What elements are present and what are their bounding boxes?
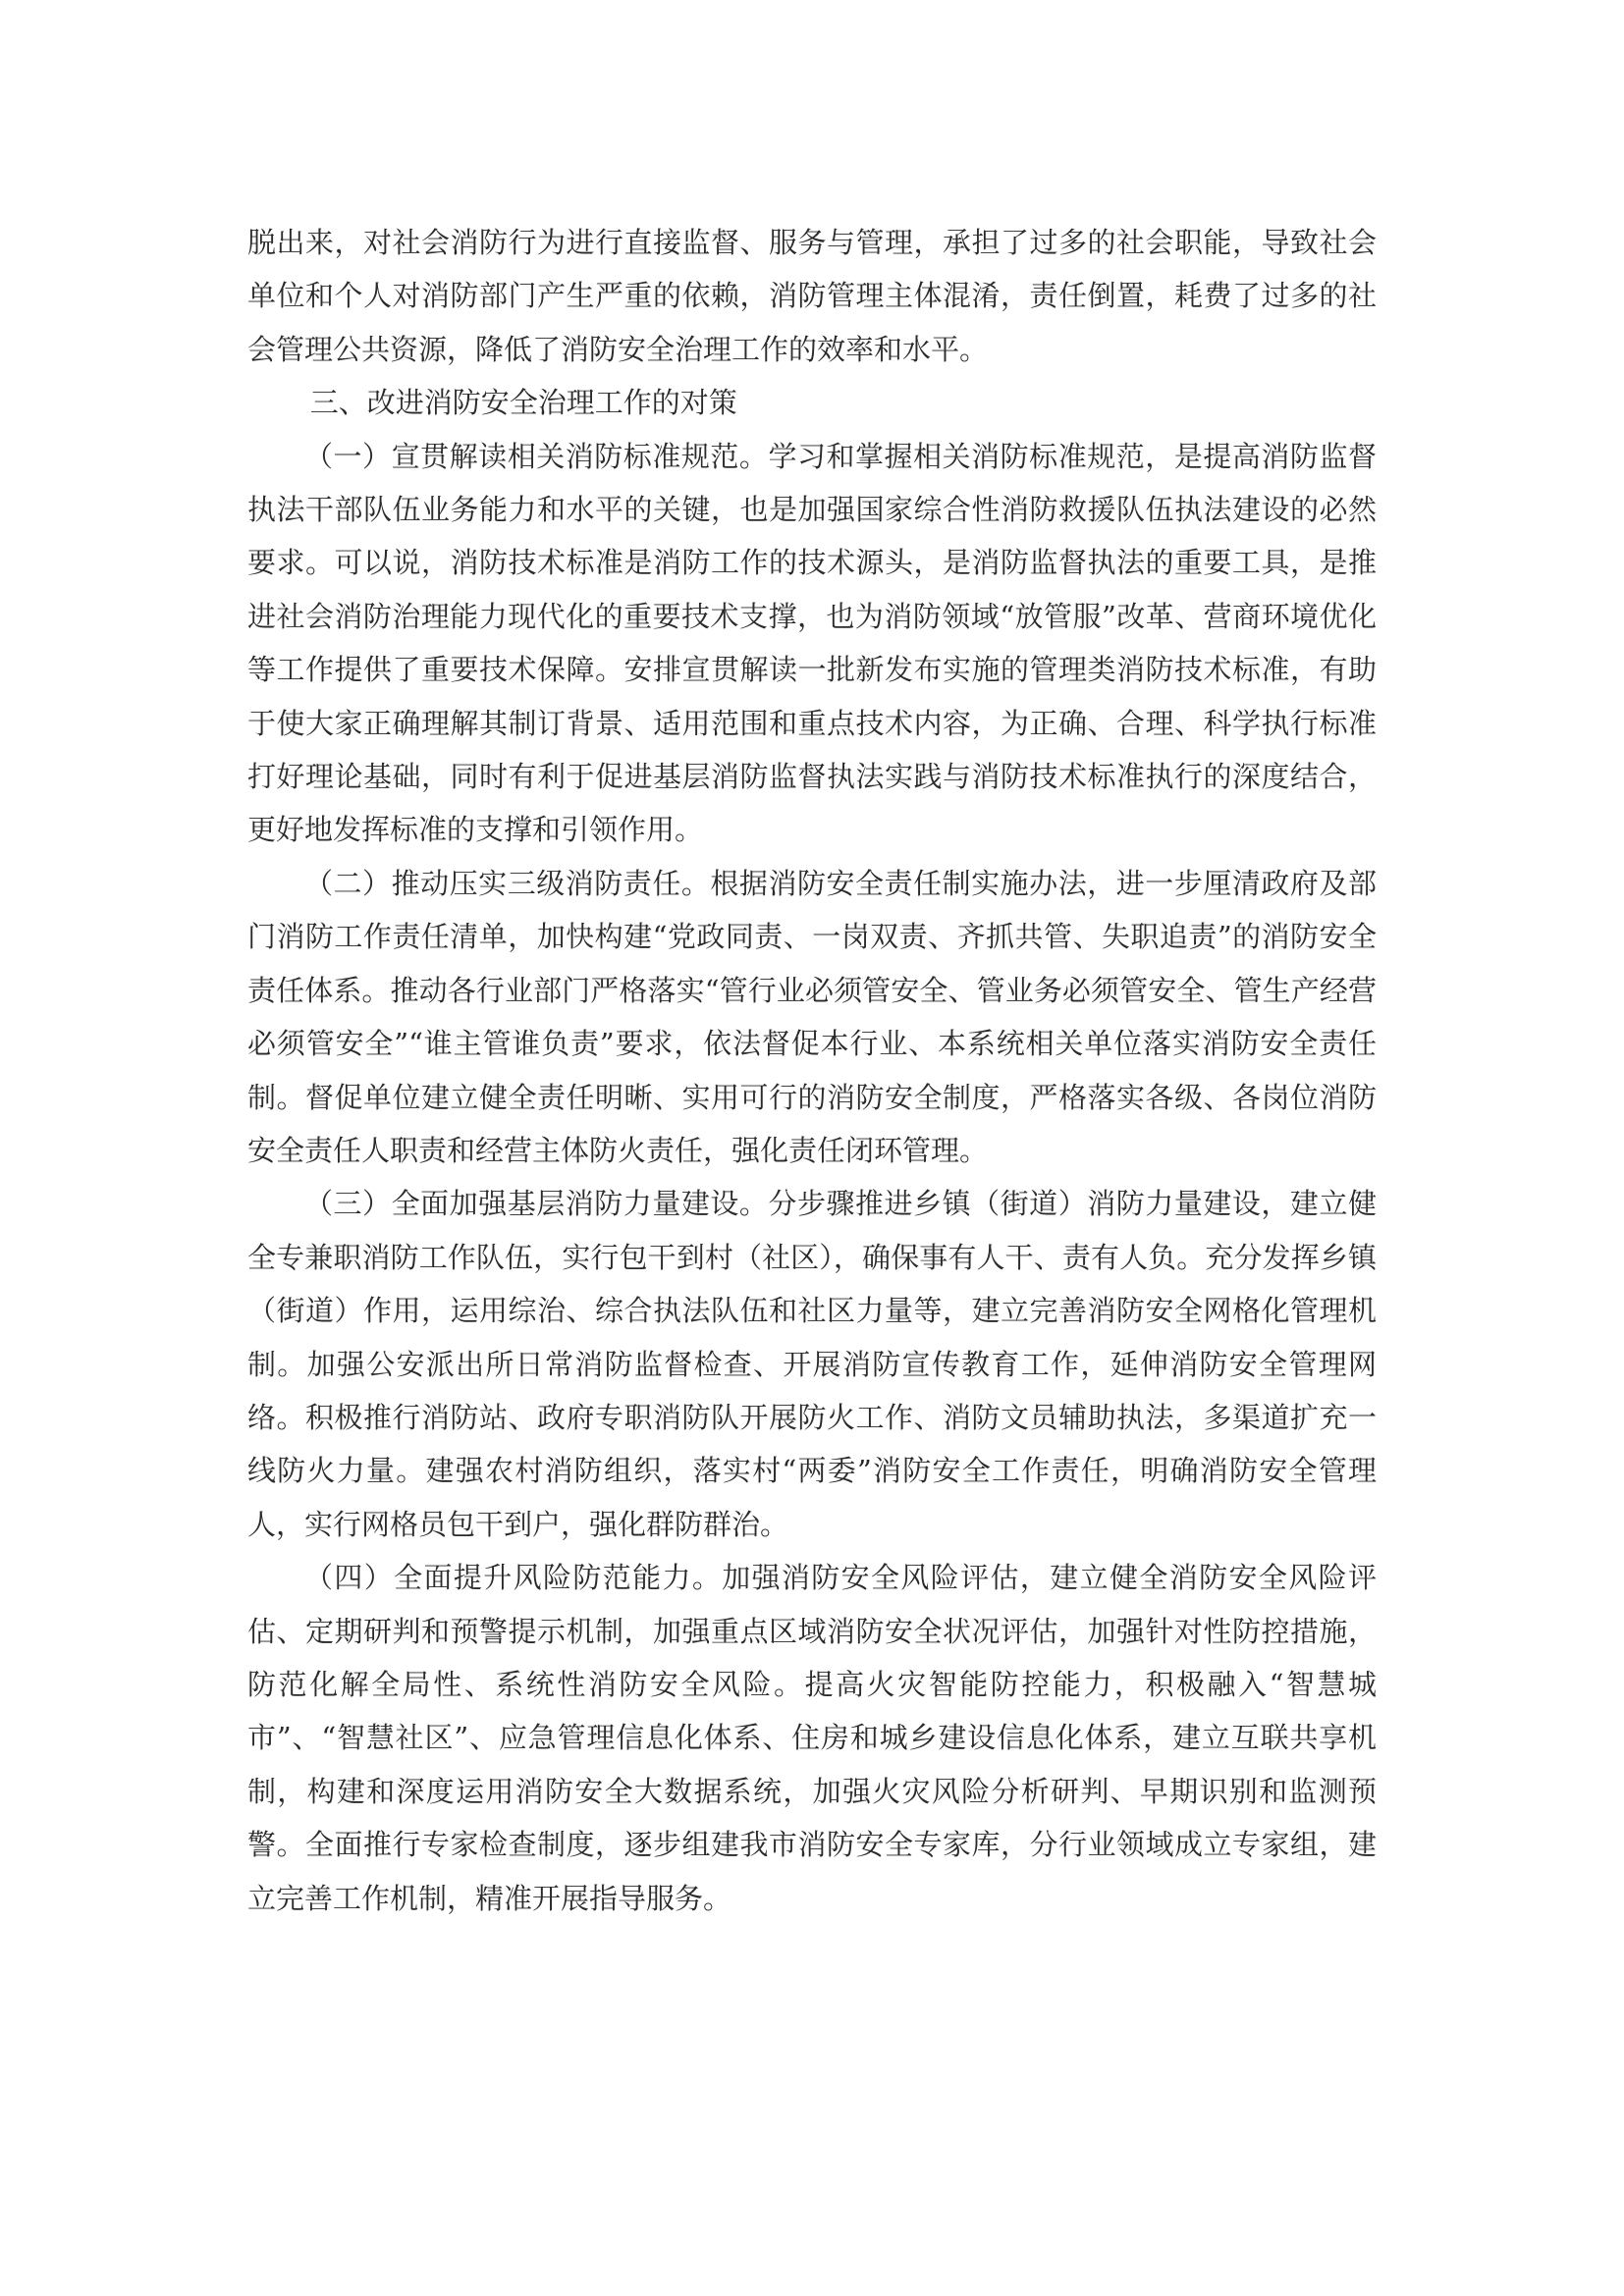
paragraph-risk-prevention: （四）全面提升风险防范能力。加强消防安全风险评估，建立健全消防安全风险评估、定期研判和预警提示机制，加强重点区域消防安全状况评估，加强针对性防控措施，防范化解全局性、系统性消防安全风险。提高火灾智能防控能力，积极融入“智慧城市”、“智慧社区”、应急管理信息化体系、住房和城乡建设信息化体系，建立互联共享机制，构建和深度运用消防安全大数据系统，加强火灾风险分析研判、早期识别和监测预警。全面推行专家检查制度，逐步组建我市消防安全专家库，分行业领域成立专家组，建立完善工作机制，精准开展指导服务。 bbox=[247, 1561, 1377, 1915]
section-heading: 三、改进消防安全治理工作的对策 bbox=[309, 386, 737, 420]
paragraph-continuation: 脱出来，对社会消防行为进行直接监督、服务与管理，承担了过多的社会职能，导致社会单位和个人对消防部门产生严重的依赖，消防管理主体混淆，责任倒置，耗费了过多的社会管理公共资源，降低了消防安全治理工作的效率和水平。 bbox=[247, 226, 1377, 366]
paragraph-standards: （一）宣贯解读相关消防标准规范。学习和掌握相关消防标准规范，是提高消防监督执法干部队伍业务能力和水平的关键，也是加强国家综合性消防救援队伍执法建设的必然要求。可以说，消防技术标准是消防工作的技术源头，是消防监督执法的重要工具，是推进社会消防治理能力现代化的重要技术支撑，也为消防领域“放管服”改革、营商环境优化等工作提供了重要技术保障。安排宣贯解读一批新发布实施的管理类消防技术标准，有助于使大家正确理解其制订背景、适用范围和重点技术内容，为正确、合理、科学执行标准打好理论基础，同时有利于促进基层消防监督执法实践与消防技术标准执行的深度结合，更好地发挥标准的支撑和引领作用。 bbox=[247, 439, 1377, 847]
paragraph-grassroots: （三）全面加强基层消防力量建设。分步骤推进乡镇（街道）消防力量建设，建立健全专兼职消防工作队伍，实行包干到村（社区），确保事有人干、责有人负。充分发挥乡镇（街道）作用，运用综治、综合执法队伍和社区力量等，建立完善消防安全网格化管理机制。加强公安派出所日常消防监督检查、开展消防宣传教育工作，延伸消防安全管理网络。积极推行消防站、政府专职消防队开展防火工作、消防文员辅助执法，多渠道扩充一线防火力量。建强农村消防组织，落实村“两委”消防安全工作责任，明确消防安全管理人，实行网格员包干到户，强化群防群治。 bbox=[247, 1187, 1377, 1541]
paragraph-responsibility: （二）推动压实三级消防责任。根据消防安全责任制实施办法，进一步厘清政府及部门消防工作责任清单，加快构建“党政同责、一岗双责、齐抓共管、失职追责”的消防安全责任体系。推动各行业部门严格落实“管行业必须管安全、管业务必须管安全、管生产经营必须管安全”“谁主管谁负责”要求，依法督促本行业、本系统相关单位落实消防安全责任制。督促单位建立健全责任明晰、实用可行的消防安全制度，严格落实各级、各岗位消防安全责任人职责和经营主体防火责任，强化责任闭环管理。 bbox=[247, 866, 1377, 1167]
document-body bbox=[247, 216, 1377, 1925]
